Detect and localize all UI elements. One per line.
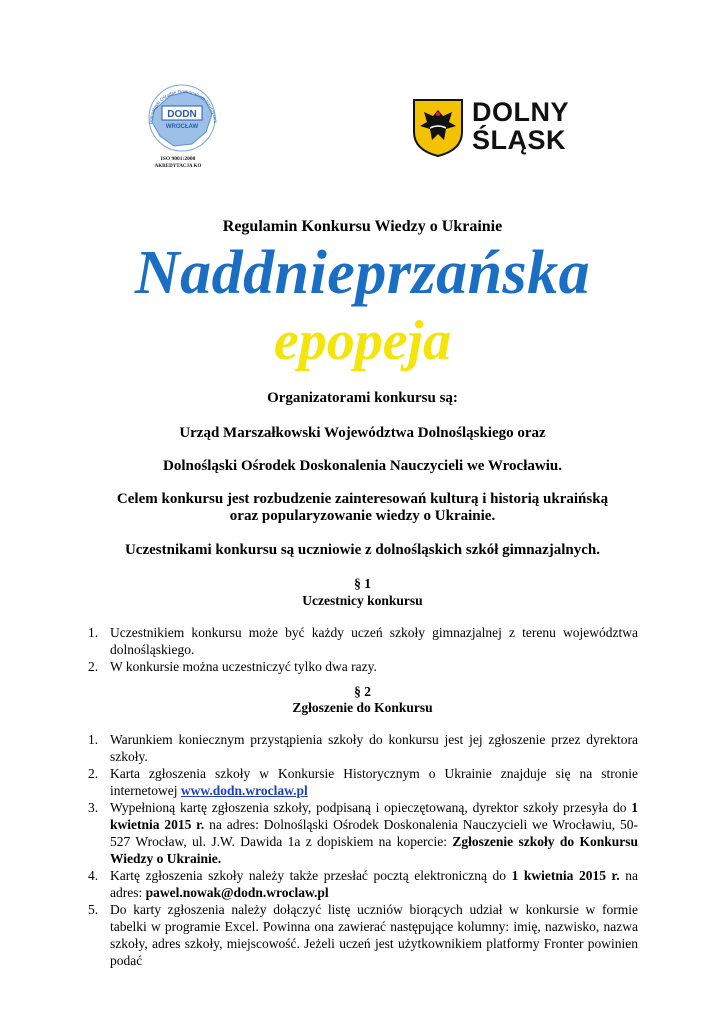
- section1-list: [88, 624, 638, 675]
- section1-title: Uczestnicy konkursu: [302, 593, 423, 608]
- goal-line-2: oraz popularyzowanie wiedzy o Ukrainie.: [229, 508, 496, 524]
- list-item-text: na adres:: [110, 868, 638, 900]
- document-title-line1: Naddnieprzańska: [134, 239, 591, 307]
- list-item: [88, 765, 638, 799]
- list-item-text: Wypełnioną kartę zgłoszenia szkoły, podpisaną i opieczętowaną, dyrektor szkoły przesyła do: [110, 800, 632, 815]
- dolny-slask-logo: [412, 98, 592, 160]
- section1-mark: § 1: [354, 576, 371, 591]
- list-item: [88, 867, 638, 901]
- dodn-ring-text: Dolnośląski Ośrodek Doskonalenia Nauczycieli: [147, 88, 218, 125]
- dodn-akr-text: AKREDYTACJA KO: [154, 164, 202, 169]
- region-line2: ŚLĄSK: [472, 125, 567, 155]
- organizer-1: Urząd Marszałkowski Województwa Dolnośląskiego oraz: [179, 425, 546, 441]
- list-item-number: 2.: [88, 659, 99, 674]
- goal-line-1: Celem konkursu jest rozbudzenie zainteresowań kulturą i historią ukraińską: [116, 491, 609, 507]
- dodn-iso-text: ISO 9001:2008: [160, 156, 196, 162]
- list-item-number: 5.: [88, 902, 99, 917]
- region-line1: DOLNY: [472, 97, 569, 127]
- deadline-date: 1 kwietnia 2015 r.: [110, 800, 638, 832]
- organizer-2: Dolnośląski Ośrodek Doskonalenia Nauczycieli we Wrocławiu.: [163, 458, 562, 474]
- list-item-number: 3.: [88, 800, 99, 815]
- envelope-note: Zgłoszenie szkoły do Konkursu Wiedzy o Ukrainie.: [110, 834, 638, 866]
- participants-text: Uczestnikami konkursu są uczniowie z dolnośląskich szkół gimnazjalnych.: [124, 542, 601, 558]
- list-item-number: 4.: [88, 868, 99, 883]
- dodn-main-text: DODN: [167, 109, 197, 120]
- coat-of-arms-icon: [412, 98, 464, 158]
- section2-mark: § 2: [354, 684, 371, 699]
- dodn-website-link[interactable]: www.dodn.wroclaw.pl: [180, 783, 308, 798]
- dodn-city-text: WROCŁAW: [165, 124, 199, 130]
- region-name: [472, 98, 569, 154]
- section2-title: Zgłoszenie do Konkursu: [292, 700, 433, 715]
- list-item-number: 1.: [88, 625, 99, 640]
- list-item: [88, 731, 638, 765]
- list-item-text: na adres: Dolnośląski Ośrodek Doskonalenia Nauczycieli we Wrocławiu, 50-527 Wrocław, ul. J.W. Dawida 1a z dopiskiem na kopercie:: [110, 817, 638, 849]
- list-item: [88, 624, 638, 658]
- list-item-number: 1.: [88, 732, 99, 747]
- list-item-text: Do karty zgłoszenia należy dołączyć listę uczniów biorących udział w konkursie w formie tabelki w programie Excel. Powinna ona zawierać następujące kolumny: imię, nazwisko, nazwa szkoły, adres szkoły, miejscowość. Jeżeli uczeń jest użytkownikiem platformy Fronter powinien podać: [110, 902, 638, 968]
- contact-email[interactable]: pawel.nowak@dodn.wroclaw.pl: [145, 885, 329, 900]
- section2-list: [88, 731, 638, 969]
- list-item: [88, 658, 638, 675]
- dodn-logo: [130, 80, 242, 170]
- list-item-text: Warunkiem koniecznym przystąpienia szkoły do konkursu jest jej zgłoszenie przez dyrektora szkoły.: [110, 732, 638, 764]
- list-item-text: Uczestnikiem konkursu może być każdy uczeń szkoły gimnazjalnej z terenu województwa dolnośląskiego.: [110, 625, 638, 657]
- organizers-heading: Organizatorami konkursu są:: [267, 390, 458, 406]
- list-item-text: W konkursie można uczestniczyć tylko dwa razy.: [110, 659, 377, 674]
- dodn-emblem-icon: [130, 80, 242, 170]
- deadline-date: 1 kwietnia 2015 r.: [511, 868, 620, 883]
- list-item: [88, 799, 638, 867]
- document-title-line2: epopeja: [273, 310, 452, 372]
- list-item-text: Karta zgłoszenia szkoły w Konkursie Historycznym o Ukrainie znajduje się na stronie internetowej: [110, 766, 638, 798]
- list-item-number: 2.: [88, 766, 99, 781]
- list-item: [88, 901, 638, 969]
- document-subtitle: Regulamin Konkursu Wiedzy o Ukrainie: [222, 218, 503, 235]
- list-item-text: Kartę zgłoszenia szkoły należy także przesłać pocztą elektroniczną do: [110, 868, 512, 883]
